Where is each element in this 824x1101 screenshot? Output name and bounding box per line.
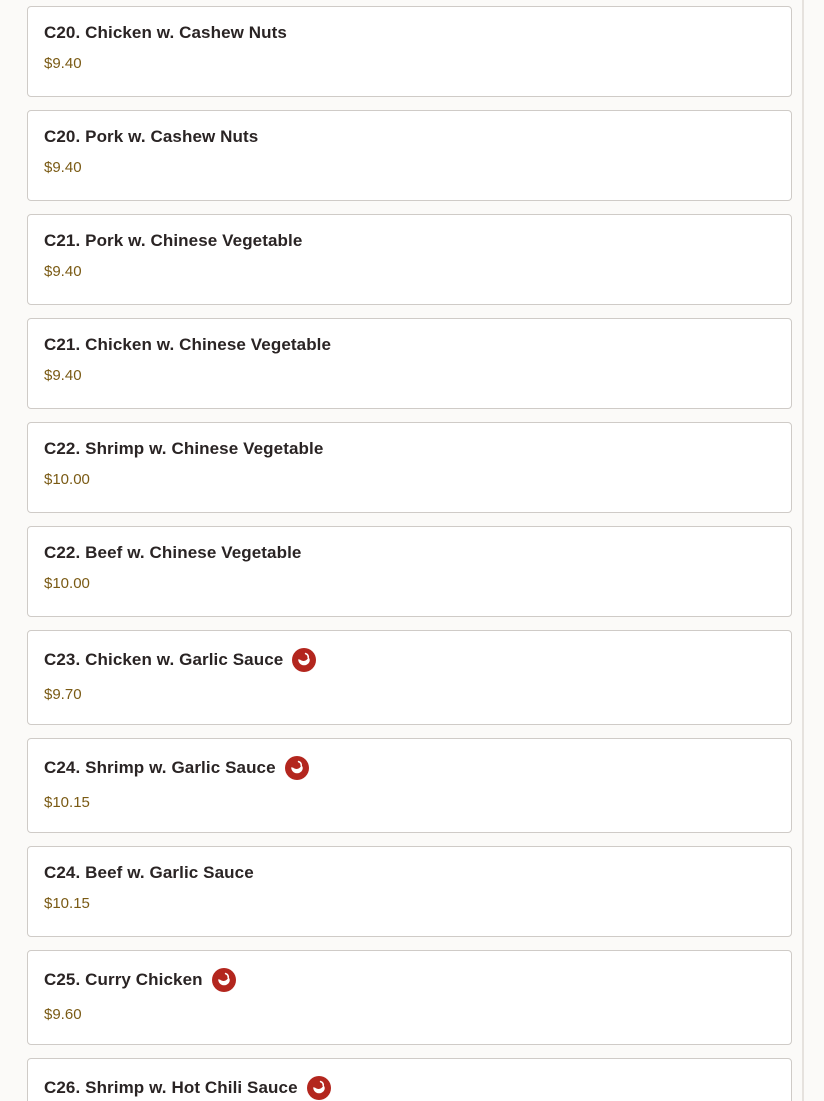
menu-item-title: [44, 753, 775, 782]
menu-item-card[interactable]: [27, 630, 792, 725]
menu-item-title: [44, 1073, 775, 1101]
menu-item-price: $9.40: [44, 55, 82, 72]
menu-item-price: $9.40: [44, 367, 82, 384]
menu-item-name: C25. Curry Chicken: [44, 969, 203, 989]
menu-item-title: [44, 437, 775, 461]
menu-item-title: [44, 21, 775, 45]
menu-item-title: [44, 965, 775, 994]
menu-item-card[interactable]: [27, 318, 792, 409]
menu-item-name: C22. Shrimp w. Chinese Vegetable: [44, 439, 324, 458]
menu-item-card[interactable]: [27, 846, 792, 937]
chili-pepper-icon: [307, 1076, 331, 1100]
menu-item-price: $9.40: [44, 263, 82, 280]
chili-pepper-icon: [292, 648, 316, 672]
menu-item-name: C22. Beef w. Chinese Vegetable: [44, 543, 302, 562]
menu-item-list: [27, 6, 792, 1101]
menu-item-title: [44, 541, 775, 565]
menu-item-price: $10.00: [44, 471, 90, 488]
menu-item-title: [44, 333, 775, 357]
menu-item-name: C21. Pork w. Chinese Vegetable: [44, 231, 303, 250]
menu-item-name: C24. Beef w. Garlic Sauce: [44, 863, 254, 882]
menu-item-price: $10.15: [44, 794, 90, 811]
menu-item-price: $9.40: [44, 159, 82, 176]
menu-item-price: $9.60: [44, 1006, 82, 1023]
menu-item-card[interactable]: [27, 110, 792, 201]
menu-item-price: $9.70: [44, 686, 82, 703]
menu-item-card[interactable]: [27, 422, 792, 513]
menu-item-card[interactable]: [27, 950, 792, 1045]
menu-item-card[interactable]: [27, 738, 792, 833]
menu-item-name: C23. Chicken w. Garlic Sauce: [44, 649, 284, 669]
menu-item-title: [44, 125, 775, 149]
menu-item-name: C20. Chicken w. Cashew Nuts: [44, 23, 287, 42]
menu-item-title: [44, 861, 775, 885]
menu-item-name: C24. Shrimp w. Garlic Sauce: [44, 757, 276, 777]
menu-item-name: C20. Pork w. Cashew Nuts: [44, 127, 259, 146]
menu-item-price: $10.00: [44, 575, 90, 592]
menu-item-name: C26. Shrimp w. Hot Chili Sauce: [44, 1077, 298, 1097]
menu-item-card[interactable]: [27, 214, 792, 305]
menu-item-title: [44, 229, 775, 253]
chili-pepper-icon: [212, 968, 236, 992]
menu-item-card[interactable]: [27, 6, 792, 97]
menu-item-price: $10.15: [44, 895, 90, 912]
menu-item-card[interactable]: [27, 1058, 792, 1101]
scrollbar-track[interactable]: [802, 0, 804, 1101]
menu-item-title: [44, 645, 775, 674]
chili-pepper-icon: [285, 756, 309, 780]
menu-item-name: C21. Chicken w. Chinese Vegetable: [44, 335, 332, 354]
menu-item-card[interactable]: [27, 526, 792, 617]
